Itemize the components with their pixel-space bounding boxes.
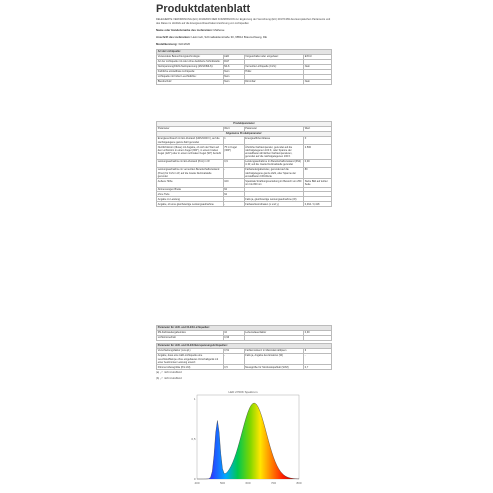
chart-title: LED 2700K Spektrum: [228, 390, 258, 394]
param-label: Außere Höhe: [157, 179, 224, 187]
param-label: R9-Farbwiedergabeindex: [157, 330, 224, 335]
param-label: Angabe, ob eine gleichwertige Leistungsaufnahme: [157, 202, 224, 207]
spectrum-chart: [183, 387, 305, 491]
param-value: 100: [223, 179, 244, 187]
general-param-row: [157, 202, 332, 207]
general-param-row: [157, 159, 332, 167]
mains-param-row: [157, 365, 332, 370]
footnote: (a) „-": nicht zutreffend: [156, 371, 182, 374]
led-param-row: [157, 335, 332, 340]
param-label: Falls ja, Angabe des Ersatzes (W): [244, 353, 304, 364]
param-value: 0,96: [223, 335, 244, 340]
x-tick-label: 600: [245, 481, 251, 485]
supplier-address-label: Anschrift des Lieferanten:: [156, 35, 191, 39]
section-heading: Art der Lichtquelle:: [157, 50, 332, 55]
param-label: Angabe zu Leistung: [157, 197, 224, 202]
x-tick-label: 800: [296, 481, 302, 485]
intro-text: DELEGIERTE VERORDNUNG (EU) 2019/2015 DER KOMMISSION zur Ergänzung der Verordnung (EU) 2017/1369 des Europäischen Parlaments und des Rates im Hinblick auf die Energieverbrauchskennzeichnung von Lichtquellen: [156, 18, 331, 25]
param-label: Ähnliche Farbtemperatur, gerundet auf die nächstgelegenen 100 K, oder Spanne der einstellbaren ähnlichen Farbtemperaturen, gerundet auf die nächstgelegenen 100 K: [244, 145, 304, 160]
y-tick-label: 0: [193, 477, 196, 481]
param-value: 10: [223, 330, 244, 335]
param-label: Nutzlichtstrom (Φuse) mit Angabe, ob sich der Wert auf den Lichtstrom in einem Kegel (360°), in einem breiten Kegel (120°) oder in einem schmalen Kegel (90°) bezieht: [157, 145, 224, 160]
param-value: -: [223, 202, 244, 207]
param-value: 1: [223, 136, 244, 144]
value-header: Wert: [223, 126, 244, 131]
param-header: Parameter: [157, 126, 224, 131]
x-tick-label: 400: [194, 481, 200, 485]
param-label: Farbkonsistenz in MacAdam-Ellipsen: [244, 348, 304, 353]
x-tick-label: 700: [270, 481, 277, 485]
param-value: 0,00: [304, 159, 332, 167]
led-parameters-table: [156, 325, 332, 341]
x-axis: [194, 481, 301, 485]
param-value: Siehe Bild auf letzter Seite: [304, 179, 332, 187]
param-label: Energieeffizienzklasse: [244, 136, 304, 144]
param-value: 0,7: [304, 365, 332, 370]
model-line: [156, 42, 190, 46]
supplier-name-line: [156, 28, 224, 32]
param-label: Angabe, dass eine LED-Lichtquelle eine Leuchtstofflampe ohne eingebautes Vorschaltgerät mit einer bestimmten Leistung ersetzt: [157, 353, 224, 364]
type-row: [157, 79, 332, 84]
param-label: Farbwiedergabeindex, gerundet auf die nächstgelegene ganze Zahl, oder Spanne der einstellbaren CRI-Werte: [244, 167, 304, 178]
mains-parameters-table: [156, 343, 332, 370]
x-tick-label: 500: [219, 481, 226, 485]
y-tick-label: 1: [193, 397, 196, 401]
y-tick-label: 0,5: [191, 437, 196, 441]
param-label: Falls ja, gleichwertige Leistungsaufnahme (W): [244, 197, 304, 202]
param-value: -: [304, 353, 332, 364]
page-title: Produktdatenblatt: [156, 3, 251, 15]
param-label: Hülle:: [244, 69, 304, 74]
section-heading: Parameter für LED- und OLED-Netzspannungslichtquellen:: [157, 344, 332, 349]
param-header: Parameter: [244, 126, 304, 131]
param-label: Farbwertkoordinaten (x und y): [244, 202, 304, 207]
param-label: Lichtquelle mit hoher Leuchtdichte:: [157, 74, 224, 79]
general-param-row: [157, 136, 332, 144]
supplier-address: Heimrodt, Schmalkaldenstraße 30, 98512 Braunschweig, DE: [191, 35, 267, 39]
param-value: 6: [304, 348, 332, 353]
param-value: 0,9: [223, 159, 244, 167]
footnote: (b) „-": nicht zutreffend: [156, 377, 182, 380]
general-param-row: [157, 145, 332, 160]
section-heading: Allgemeine Produktparameter:: [157, 131, 332, 136]
param-label: Spektrale Strahlungsverteilung im Bereich von 250 nm bis 800 nm: [244, 179, 304, 187]
param-label: Abmessungen Breite: [157, 187, 224, 192]
param-label: Lichtstromerhalt: [157, 335, 224, 340]
param-value: Nein: [304, 64, 332, 69]
param-value: -: [223, 197, 244, 202]
param-value: 0,51: [223, 348, 244, 353]
param-value: 80: [304, 167, 332, 178]
param-value: -: [223, 353, 244, 364]
param-value: 2.500: [304, 145, 332, 160]
param-value: Nein: [223, 74, 244, 79]
section-heading: Parameter für LED- und OLED-Lichtquellen:: [157, 326, 332, 331]
param-value: Nein: [304, 79, 332, 84]
param-label: Messgröße für Stroboskopeffekt (SVM): [244, 365, 304, 370]
param-label: Energieverbrauch im Ein-Zustand (kWh/1000 h), auf die nächstgelegene ganze Zahl gerundet: [157, 136, 224, 144]
param-label: Leistungsaufnahme im vernetzten Bereitschaftszustand (Pnet) für CLS in W, auf die zweite Dezimalstelle gerundet: [157, 167, 224, 178]
param-label: [244, 335, 304, 340]
param-value: 62: [223, 192, 244, 197]
param-label: Lebensdauerfaktor: [244, 330, 304, 335]
param-value: 0,464 / 0,418: [304, 202, 332, 207]
general-param-row: [157, 179, 332, 187]
model-label: Modellkennung:: [156, 42, 178, 46]
param-value: Nein: [223, 79, 244, 84]
param-value: 0,90: [304, 330, 332, 335]
param-label: Vorgeschaltet oder eingebaut:: [244, 54, 304, 59]
param-value: [304, 335, 332, 340]
mains-param-row: [157, 353, 332, 364]
section-heading: Produktparameter: [157, 122, 332, 127]
param-label: Verwendete Beleuchtungstechnologie:: [157, 54, 224, 59]
param-value: MLS: [223, 64, 244, 69]
param-value: 62: [223, 187, 244, 192]
param-label: Verschiebungsfaktor (cos φ1): [157, 348, 224, 353]
supplier-name: Malferae: [213, 28, 225, 32]
param-label: Vernetzte Lichtquelle (CLS):: [244, 64, 304, 69]
param-value: 75 in Kugel (360°): [223, 145, 244, 160]
supplier-address-line: [156, 35, 267, 39]
y-axis: [191, 397, 196, 481]
param-label: ohne Tiefe: [157, 192, 224, 197]
param-value: 0,5: [223, 365, 244, 370]
param-value: Nein: [223, 69, 244, 74]
product-parameters-table: [156, 121, 332, 207]
param-value: -: [223, 167, 244, 178]
supplier-name-label: Name oder Handelsmarke des Lieferanten:: [156, 28, 213, 32]
param-label: Leistungsaufnahme im Bereitschaftszustand (Psb) in W, auf die zweite Dezimalstelle gerundet: [244, 159, 304, 167]
param-label: Dimmbar:: [244, 79, 304, 84]
param-label: Art der Lichtquelle mit oder ohne dedizierte Schnittstelle:: [157, 59, 224, 64]
param-value: EXCU: [304, 54, 332, 59]
param-value: F: [304, 136, 332, 144]
param-value: LED: [223, 54, 244, 59]
param-value: DLP: [223, 59, 244, 64]
param-label: Leistungsaufnahme im Ein-Zustand (Pon) in W: [157, 159, 224, 167]
param-label: Netzspannung/Nicht-Netzspannung (MLS/NMLS):: [157, 64, 224, 69]
param-label: Flimmer-Messgröße (Pst LM): [157, 365, 224, 370]
param-label: Farbliche einstellbare Lichtquelle:: [157, 69, 224, 74]
general-param-row: [157, 167, 332, 178]
model-id: 3HC2020: [178, 42, 191, 46]
param-label: Blendschutz:: [157, 79, 224, 84]
value-header: Wert: [304, 126, 332, 131]
light-source-type-table: [156, 49, 332, 85]
